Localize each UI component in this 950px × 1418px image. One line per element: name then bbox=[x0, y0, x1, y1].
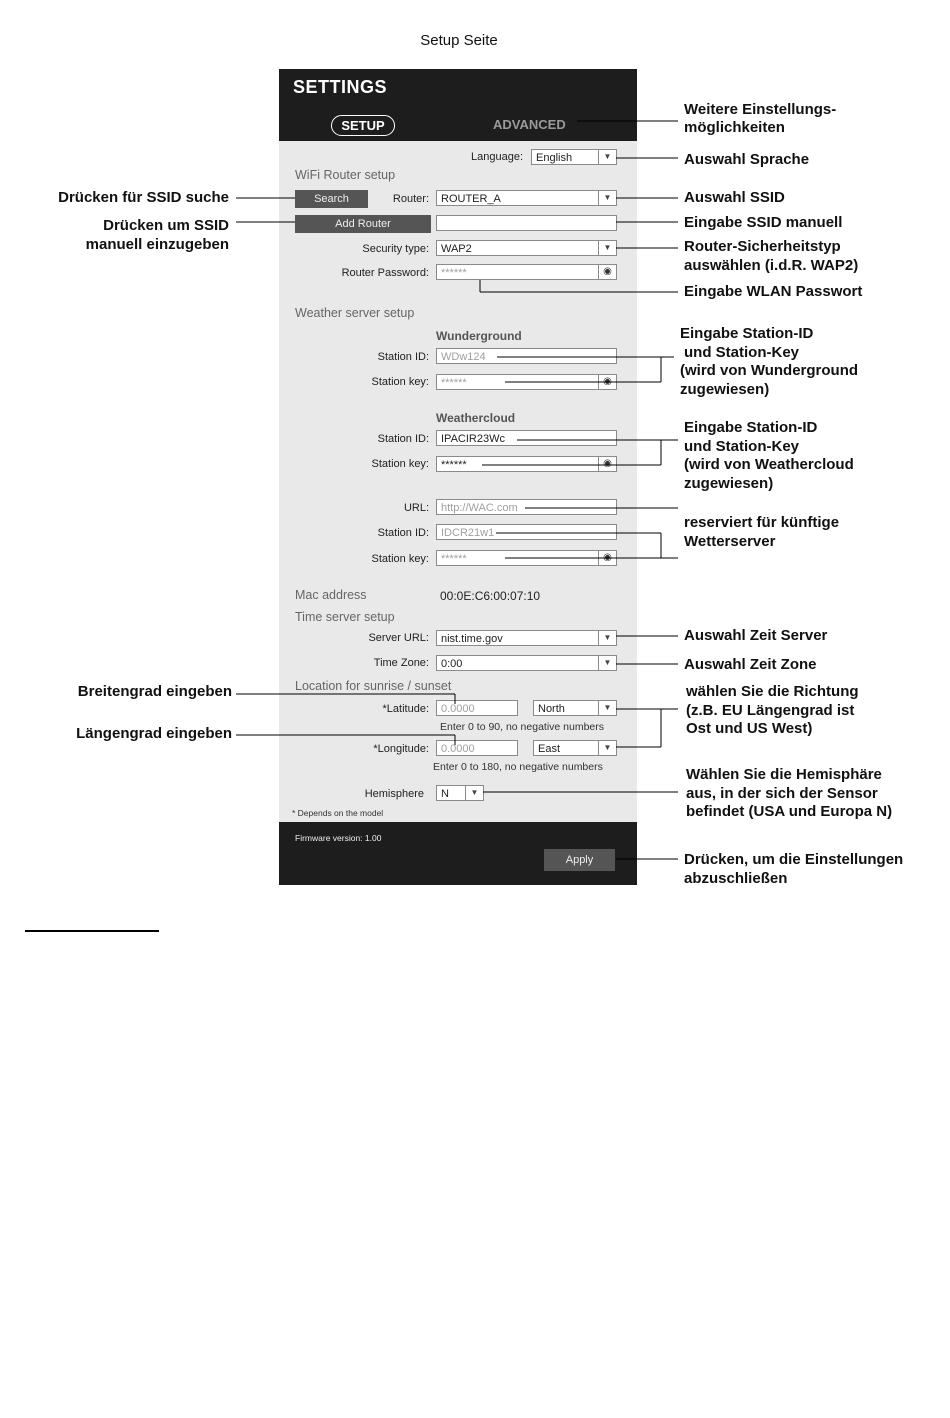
annotation-wunder-1: Eingabe Station-ID bbox=[680, 325, 814, 342]
annotation-wunder-3: (wird von Wunderground bbox=[680, 362, 859, 379]
router-value: ROUTER_A bbox=[441, 193, 501, 205]
annotation-wcloud-4: zugewiesen) bbox=[684, 475, 774, 492]
annotation-direction-3: Ost und US West) bbox=[686, 720, 813, 737]
settings-title: SETTINGS bbox=[293, 77, 388, 97]
annotation-advanced-2: möglichkeiten bbox=[684, 119, 785, 136]
eye-slash-icon[interactable]: ◉ bbox=[598, 457, 616, 471]
wc-station-key-value: ****** bbox=[441, 459, 467, 471]
wu-station-id-input[interactable]: WDw124 bbox=[436, 348, 617, 364]
annotation-wunder-4: zugewiesen) bbox=[680, 381, 770, 398]
router-label: Router: bbox=[392, 193, 429, 205]
security-type-value: WAP2 bbox=[441, 243, 472, 255]
longitude-hint: Enter 0 to 180, no negative numbers bbox=[433, 761, 603, 773]
annotation-wcloud-2: und Station-Key bbox=[684, 438, 799, 455]
wc-station-id-input[interactable]: IPACIR23Wc bbox=[436, 430, 617, 446]
security-type-label: Security type: bbox=[362, 243, 429, 255]
annotation-reserved-2: Wetterserver bbox=[684, 533, 776, 550]
model-note: * Depends on the model bbox=[292, 808, 384, 818]
custom-station-key-label: Station key: bbox=[371, 553, 429, 565]
time-zone-value: 0:00 bbox=[441, 658, 463, 670]
annotation-security-1: Router-Sicherheitstyp bbox=[684, 238, 841, 255]
chevron-down-icon: ▼ bbox=[598, 150, 616, 164]
annotation-wcloud-3: (wird von Weathercloud bbox=[684, 456, 854, 473]
longitude-input[interactable]: 0.0000 bbox=[436, 740, 518, 756]
apply-button[interactable]: Apply bbox=[544, 849, 615, 871]
annotation-longitude: Längengrad eingeben bbox=[76, 725, 232, 742]
annotation-language: Auswahl Sprache bbox=[684, 151, 810, 168]
latitude-hint: Enter 0 to 90, no negative numbers bbox=[440, 721, 605, 733]
wc-station-id-label: Station ID: bbox=[377, 433, 429, 445]
annotation-add-router-1: Drücken um SSID bbox=[103, 217, 229, 234]
server-url-value: nist.time.gov bbox=[441, 633, 503, 645]
mac-address-label: Mac address bbox=[295, 588, 367, 602]
add-router-button[interactable]: Add Router bbox=[295, 215, 431, 233]
custom-station-id-label: Station ID: bbox=[377, 527, 429, 539]
firmware-version: Firmware version: 1.00 bbox=[295, 833, 382, 843]
weathercloud-title: Weathercloud bbox=[436, 411, 516, 425]
chevron-down-icon: ▼ bbox=[598, 241, 616, 255]
wu-station-key-label: Station key: bbox=[371, 376, 429, 388]
wc-station-key-label: Station key: bbox=[371, 458, 429, 470]
annotation-search: Drücken für SSID suche bbox=[58, 189, 229, 206]
chevron-down-icon: ▼ bbox=[465, 786, 483, 800]
wu-station-key-value: ****** bbox=[441, 377, 467, 389]
router-password-label: Router Password: bbox=[341, 267, 429, 279]
annotation-hemisphere-3: befindet (USA und Europa N) bbox=[686, 803, 893, 820]
eye-slash-icon[interactable]: ◉ bbox=[598, 265, 616, 279]
annotation-reserved-1: reserviert für künftige bbox=[684, 514, 840, 531]
router-password-value: ****** bbox=[441, 267, 467, 279]
custom-url-label: URL: bbox=[403, 502, 429, 514]
annotation-direction-1: wählen Sie die Richtung bbox=[686, 683, 859, 700]
page-title: Setup Seite bbox=[420, 32, 498, 49]
annotation-ssid-select: Auswahl SSID bbox=[684, 189, 785, 206]
location-section-title: Location for sunrise / sunset bbox=[295, 679, 452, 693]
server-url-label: Server URL: bbox=[368, 632, 429, 644]
annotation-time-server: Auswahl Zeit Server bbox=[684, 627, 828, 644]
language-value: English bbox=[536, 152, 573, 164]
chevron-down-icon: ▼ bbox=[598, 741, 616, 755]
annotation-ssid-manual: Eingabe SSID manuell bbox=[684, 214, 843, 231]
time-section-title: Time server setup bbox=[295, 610, 395, 624]
annotation-apply-2: abzuschließen bbox=[684, 870, 788, 887]
annotation-wunder-2: und Station-Key bbox=[684, 344, 799, 361]
language-label: Language: bbox=[471, 151, 523, 163]
mac-address-value: 00:0E:C6:00:07:10 bbox=[440, 589, 541, 603]
wifi-section-title: WiFi Router setup bbox=[295, 168, 396, 182]
divider bbox=[25, 930, 159, 932]
annotation-wcloud-1: Eingabe Station-ID bbox=[684, 419, 818, 436]
hemisphere-value: N bbox=[441, 788, 449, 800]
weather-section-title: Weather server setup bbox=[295, 306, 415, 320]
annotation-wlan-password: Eingabe WLAN Passwort bbox=[684, 283, 863, 300]
annotation-add-router-2: manuell einzugeben bbox=[85, 236, 229, 253]
hemisphere-label: Hemisphere bbox=[364, 788, 424, 800]
longitude-label: *Longitude: bbox=[373, 743, 429, 755]
annotation-time-zone: Auswahl Zeit Zone bbox=[684, 656, 817, 673]
time-zone-label: Time Zone: bbox=[373, 657, 429, 669]
wu-station-id-label: Station ID: bbox=[377, 351, 429, 363]
custom-station-key-value: ****** bbox=[441, 553, 467, 565]
tab-setup[interactable]: SETUP bbox=[331, 115, 395, 136]
chevron-down-icon: ▼ bbox=[598, 191, 616, 205]
chevron-down-icon: ▼ bbox=[598, 701, 616, 715]
annotation-security-2: auswählen (i.d.R. WAP2) bbox=[684, 257, 859, 274]
eye-slash-icon[interactable]: ◉ bbox=[598, 551, 616, 565]
chevron-down-icon: ▼ bbox=[598, 631, 616, 645]
custom-station-id-input[interactable]: IDCR21w1 bbox=[436, 524, 617, 540]
annotation-direction-2: (z.B. EU Längengrad ist bbox=[686, 702, 855, 719]
annotation-latitude: Breitengrad eingeben bbox=[77, 683, 232, 700]
tab-advanced[interactable]: ADVANCED bbox=[493, 117, 566, 132]
custom-url-input[interactable]: http://WAC.com bbox=[436, 499, 617, 515]
chevron-down-icon: ▼ bbox=[598, 656, 616, 670]
latitude-direction-value: North bbox=[538, 703, 565, 715]
annotation-advanced-1: Weitere Einstellungs- bbox=[684, 101, 837, 118]
wunderground-title: Wunderground bbox=[436, 329, 522, 343]
latitude-input[interactable]: 0.0000 bbox=[436, 700, 518, 716]
search-button[interactable]: Search bbox=[295, 190, 368, 208]
latitude-label: *Latitude: bbox=[382, 703, 429, 715]
longitude-direction-value: East bbox=[538, 743, 561, 755]
eye-slash-icon[interactable]: ◉ bbox=[598, 375, 616, 389]
annotation-apply-1: Drücken, um die Einstellungen bbox=[684, 851, 904, 868]
annotation-hemisphere-2: aus, in der sich der Sensor bbox=[686, 785, 878, 802]
annotation-hemisphere-1: Wählen Sie die Hemisphäre bbox=[686, 766, 882, 783]
